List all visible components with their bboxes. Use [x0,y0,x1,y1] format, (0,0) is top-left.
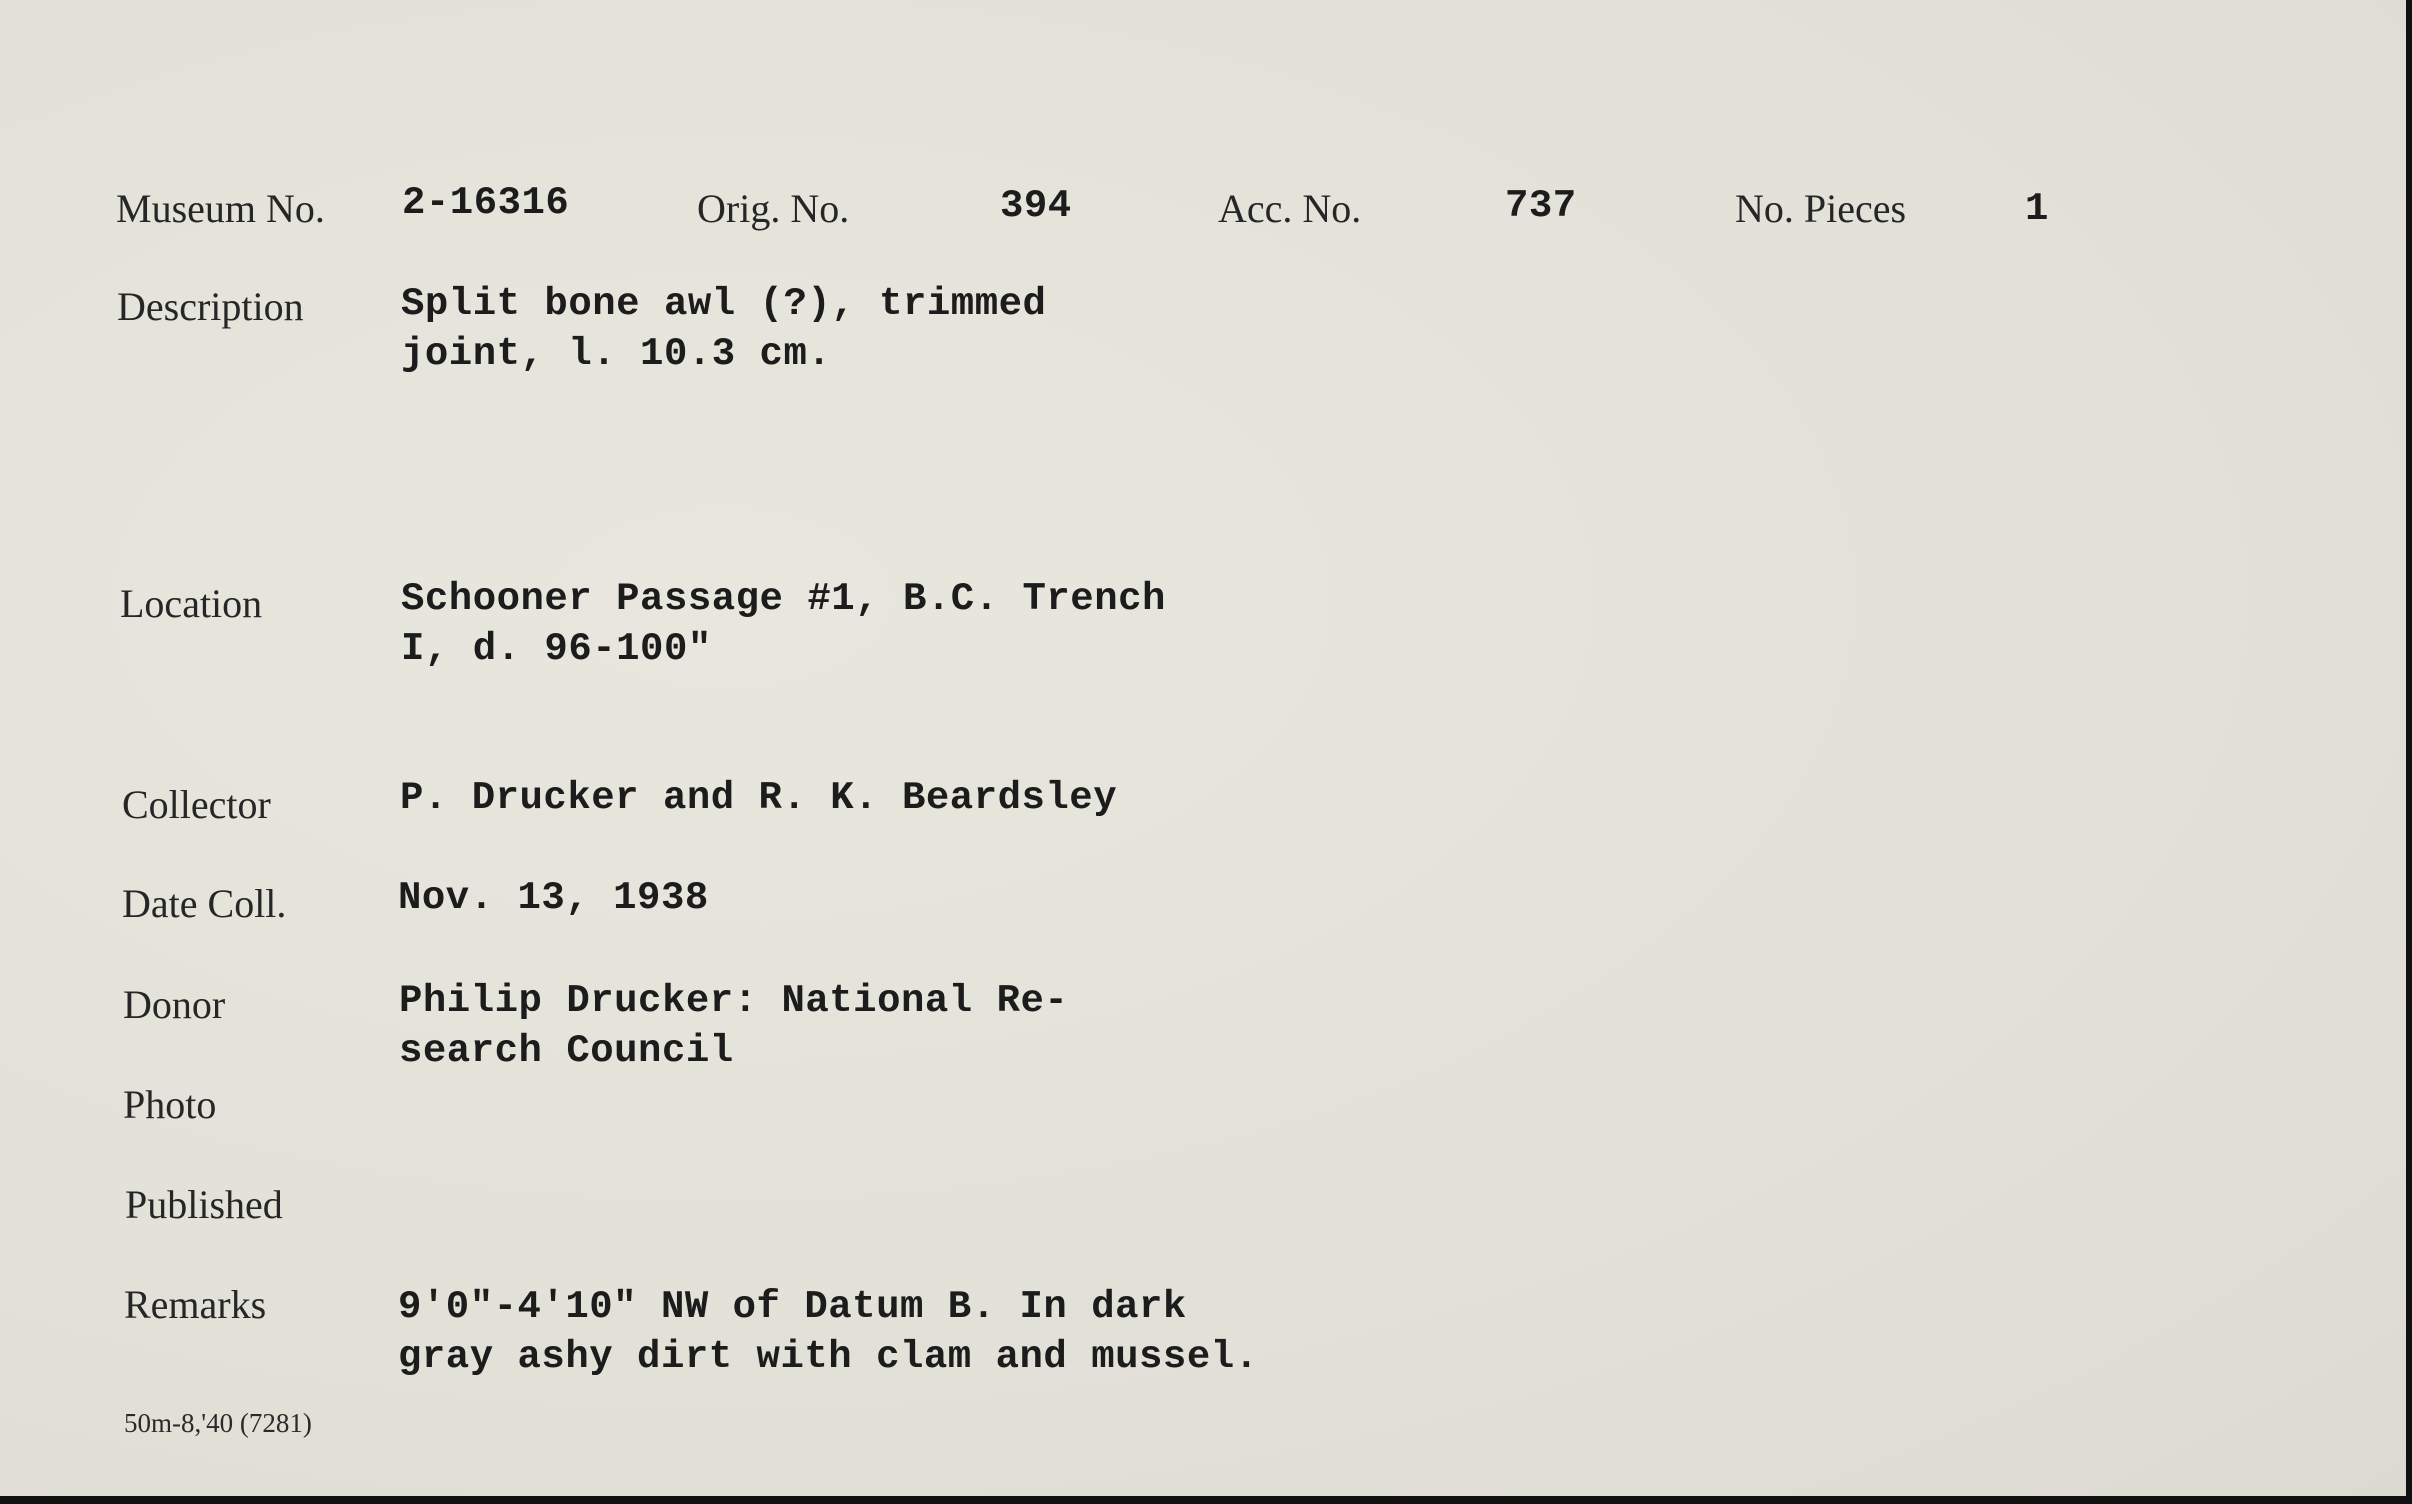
remarks-line-2: gray ashy dirt with clam and mussel. [398,1335,1259,1379]
location-line-2: I, d. 96-100" [401,627,712,671]
pieces-label: No. Pieces [1735,186,1907,231]
donor-value [399,976,1068,1076]
pieces-value: 1 [2025,187,2049,231]
remarks-line-1: 9'0"-4'10" NW of Datum B. In dark [398,1285,1187,1329]
location-label: Location [120,581,263,626]
date-coll-label: Date Coll. [122,881,287,926]
scan-edge-right [2406,0,2412,1504]
remarks-label: Remarks [124,1282,267,1327]
orig-no-label: Orig. No. [697,186,850,231]
donor-line-2: search Council [399,1029,734,1073]
collector-value: P. Drucker and R. K. Beardsley [400,776,1118,820]
description-label: Description [117,284,304,329]
scan-edge-bottom [0,1496,2412,1504]
remarks-value [398,1282,1259,1382]
description-line-1: Split bone awl (?), trimmed [401,282,1047,326]
acc-no-value: 737 [1505,184,1577,228]
photo-label: Photo [123,1082,217,1127]
donor-label: Donor [123,982,226,1027]
donor-line-1: Philip Drucker: National Re- [399,979,1069,1023]
location-value [401,574,1166,674]
orig-no-value: 394 [1000,184,1072,228]
collector-label: Collector [122,782,271,827]
museum-no-label: Museum No. [116,186,325,231]
museum-no-value: 2-16316 [402,181,570,225]
location-line-1: Schooner Passage #1, B.C. Trench [401,577,1166,621]
published-label: Published [125,1182,283,1227]
print-code: 50m-8,'40 (7281) [124,1408,312,1438]
description-value [401,279,1046,379]
description-line-2: joint, l. 10.3 cm. [401,332,832,376]
acc-no-label: Acc. No. [1218,186,1362,231]
date-coll-value: Nov. 13, 1938 [398,876,709,920]
